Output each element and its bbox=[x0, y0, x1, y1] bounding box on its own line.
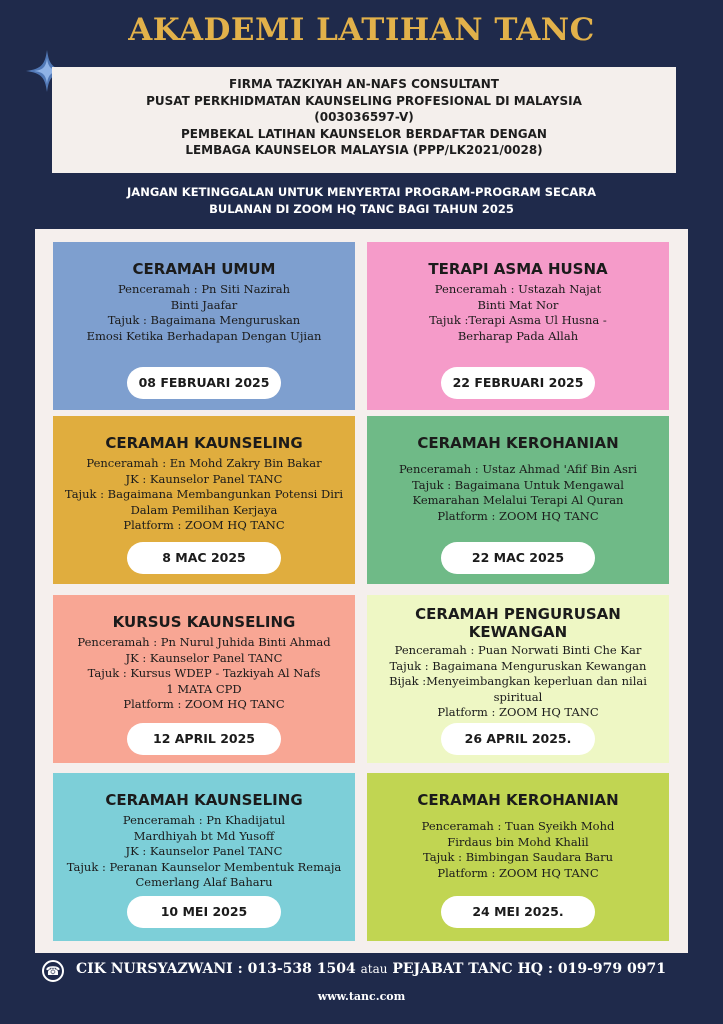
card-line: Tajuk : Bimbingan Saudara Baru bbox=[422, 850, 614, 864]
contact-name: CIK NURSYAZWANI : 013-538 1504 bbox=[76, 961, 356, 977]
card-line: Emosi Ketika Berhadapan Dengan Ujian bbox=[86, 328, 322, 343]
card-line: Penceramah : Tuan Syeikh Mohd bbox=[421, 819, 615, 833]
card-line: JK : Kaunselor Panel TANC bbox=[125, 844, 283, 858]
info-line: PEMBEKAL LATIHAN KAUNSELOR BERDAFTAR DENGAN bbox=[181, 126, 547, 141]
date-badge: 22 FEBRUARI 2025 bbox=[441, 367, 595, 399]
card-details bbox=[367, 462, 669, 524]
organization-info bbox=[52, 67, 676, 173]
card-line: Penceramah : En Mohd Zakry Bin Bakar bbox=[86, 456, 322, 470]
card-line: Dalam Pemilihan Kerjaya bbox=[130, 502, 278, 517]
program-card bbox=[53, 242, 355, 410]
program-panel bbox=[35, 229, 688, 953]
date-badge: 8 MAC 2025 bbox=[127, 542, 281, 574]
card-line: Binti Jaafar bbox=[170, 297, 238, 312]
card-line: Tajuk : Bagaimana Untuk Mengawal bbox=[412, 477, 624, 492]
date-badge: 10 MEI 2025 bbox=[127, 896, 281, 928]
card-line: Bijak :Menyeimbangkan keperluan dan nilai bbox=[389, 674, 647, 688]
date-badge: 08 FEBRUARI 2025 bbox=[127, 367, 281, 399]
card-title: KURSUS KAUNSELING bbox=[112, 613, 296, 631]
info-line: (003036597-V) bbox=[314, 110, 414, 124]
info-line: FIRMA TAZKIYAH AN-NAFS CONSULTANT bbox=[229, 77, 499, 91]
date-badge: 24 MEI 2025. bbox=[441, 896, 595, 928]
card-line: Cemerlang Alaf Baharu bbox=[135, 875, 273, 889]
date-badge: 12 APRIL 2025 bbox=[127, 723, 281, 755]
office-contact: PEJABAT TANC HQ : 019-979 0971 bbox=[392, 961, 666, 977]
card-line: Berharap Pada Allah bbox=[457, 328, 579, 343]
program-card bbox=[367, 242, 669, 410]
banner-line: JANGAN KETINGGALAN UNTUK MENYERTAI PROGRAM-PROGRAM SECARA bbox=[127, 185, 596, 199]
card-line: spiritual bbox=[493, 689, 543, 704]
card-title: CERAMAH UMUM bbox=[132, 260, 276, 278]
program-card bbox=[367, 416, 669, 584]
card-line: Penceramah : Puan Norwati Binti Che Kar bbox=[394, 643, 642, 657]
card-details bbox=[53, 813, 355, 891]
card-line: JK : Kaunselor Panel TANC bbox=[125, 650, 283, 665]
card-title: TERAPI ASMA HUSNA bbox=[428, 260, 608, 278]
card-line: Penceramah : Pn Nurul Juhida Binti Ahmad bbox=[77, 635, 331, 649]
card-title: CERAMAH PENGURUSAN KEWANGAN bbox=[415, 605, 621, 641]
card-line: 1 MATA CPD bbox=[166, 681, 242, 696]
phone-icon: ☎ bbox=[42, 960, 64, 982]
card-line: Platform : ZOOM HQ TANC bbox=[437, 705, 599, 719]
contact-text bbox=[76, 961, 666, 977]
card-line: Mardhiyah bt Md Yusoff bbox=[133, 828, 275, 843]
card-line: Tajuk : Bagaimana Menguruskan Kewangan bbox=[389, 658, 647, 673]
card-line: Platform : ZOOM HQ TANC bbox=[437, 865, 599, 880]
card-details bbox=[53, 635, 355, 713]
card-line: Tajuk :Terapi Asma Ul Husna - bbox=[429, 313, 607, 327]
card-line: Penceramah : Ustaz Ahmad 'Afif Bin Asri bbox=[398, 462, 638, 476]
card-title: CERAMAH KEROHANIAN bbox=[417, 791, 619, 809]
card-line: Tajuk : Bagaimana Membangunkan Potensi Diri bbox=[64, 487, 344, 501]
date-badge: 22 MAC 2025 bbox=[441, 542, 595, 574]
info-line: PUSAT PERKHIDMATAN KAUNSELING PROFESIONAL DI MALAYSIA bbox=[146, 93, 582, 108]
card-line: Kemarahan Melalui Terapi Al Quran bbox=[412, 493, 624, 507]
card-line: JK : Kaunselor Panel TANC bbox=[125, 471, 283, 486]
info-line: LEMBAGA KAUNSELOR MALAYSIA (PPP/LK2021/0028) bbox=[185, 143, 543, 157]
card-line: Tajuk : Bagaimana Menguruskan bbox=[107, 313, 301, 327]
card-line: Tajuk : Kursus WDEP - Tazkiyah Al Nafs bbox=[87, 666, 321, 680]
card-line: Tajuk : Peranan Kaunselor Membentuk Remaja bbox=[66, 859, 342, 874]
card-details bbox=[53, 456, 355, 534]
card-line: Platform : ZOOM HQ TANC bbox=[437, 508, 599, 523]
card-line: Firdaus bin Mohd Khalil bbox=[447, 834, 589, 849]
program-card bbox=[367, 595, 669, 763]
page-title: AKADEMI LATIHAN TANC bbox=[128, 12, 595, 48]
card-details bbox=[367, 643, 669, 721]
date-badge: 26 APRIL 2025. bbox=[441, 723, 595, 755]
card-line: Penceramah : Ustazah Najat bbox=[434, 282, 602, 296]
contact-footer bbox=[0, 960, 723, 984]
card-line: Platform : ZOOM HQ TANC bbox=[123, 697, 285, 711]
card-line: Penceramah : Pn Khadijatul bbox=[122, 813, 286, 827]
card-details bbox=[367, 819, 669, 881]
card-details bbox=[367, 282, 669, 344]
card-line: Binti Mat Nor bbox=[477, 297, 559, 312]
website-link[interactable]: www.tanc.com bbox=[317, 990, 406, 1003]
program-card bbox=[53, 595, 355, 763]
program-card bbox=[367, 773, 669, 941]
card-title: CERAMAH KAUNSELING bbox=[105, 434, 303, 452]
program-card bbox=[53, 416, 355, 584]
card-title: CERAMAH KAUNSELING bbox=[105, 791, 303, 809]
card-title: CERAMAH KEROHANIAN bbox=[417, 434, 619, 452]
announcement-banner bbox=[0, 184, 723, 218]
banner-line: BULANAN DI ZOOM HQ TANC BAGI TAHUN 2025 bbox=[209, 202, 514, 216]
card-details bbox=[53, 282, 355, 344]
contact-separator: atau bbox=[360, 962, 388, 976]
program-card bbox=[53, 773, 355, 941]
card-line: Platform : ZOOM HQ TANC bbox=[123, 518, 285, 532]
card-line: Penceramah : Pn Siti Nazirah bbox=[117, 282, 291, 296]
